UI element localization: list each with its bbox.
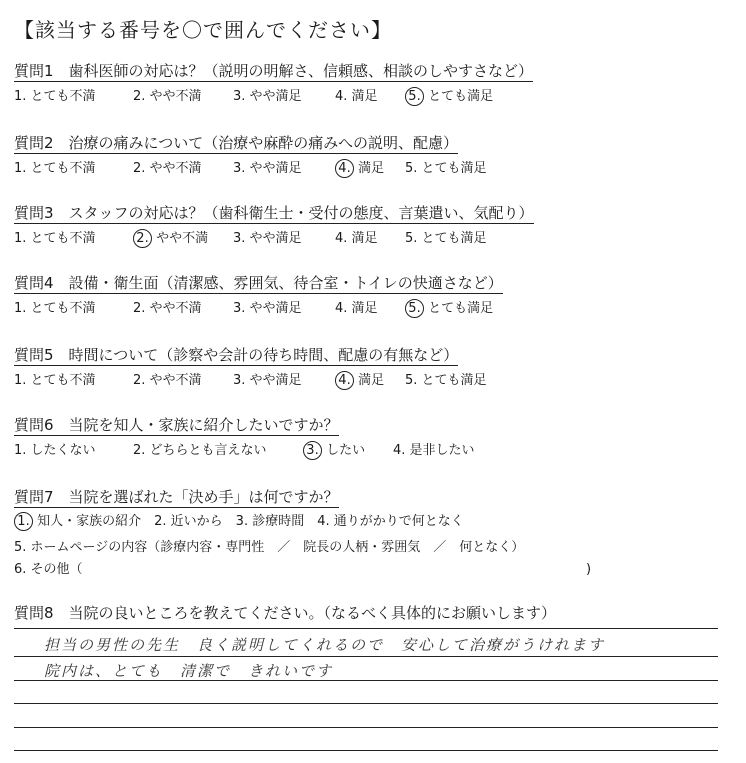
q7-block [14,488,339,506]
q2-option-2[interactable]: 2. やや不満 [133,161,202,176]
q7-title: 質問7 当院を選ばれた「決め手」は何ですか？ [14,488,339,506]
selected-circle: 5. [405,87,424,106]
q7-option-1[interactable]: 1. [14,512,33,531]
q3-title-text: 質問3 スタッフの対応は？（歯科衛生士・受付の態度、言葉遣い、気配り） [14,204,534,222]
q5-option-4[interactable]: 4. 満足 [335,373,384,390]
q3-option-1[interactable]: 1. とても不満 [14,231,96,246]
q2-title-text: 質問2 治療の痛みについて（治療や麻酔の痛みへの説明、配慮） [14,134,458,152]
q4-option-5[interactable]: 5. とても満足 [405,301,493,318]
q3-option-3[interactable]: 3. やや満足 [233,231,302,246]
q7-row1 [14,514,464,531]
q4-option-2[interactable]: 2. やや不満 [133,301,202,316]
q2-title [14,134,458,152]
q1-option-3[interactable]: 3. やや満足 [233,89,302,104]
q3-title [14,204,534,222]
form-header: 【該当する番号を〇で囲んでください】 [14,18,392,42]
q5-title-text: 質問5 時間について（診察や会計の待ち時間、配慮の有無など） [14,346,459,364]
q6-option-3[interactable]: 3. したい [303,443,365,460]
q3-option-5[interactable]: 5. とても満足 [405,231,487,246]
q4-title-text: 質問4 設備・衛生面（清潔感、雰囲気、待合室・トイレの快適さなど） [14,274,503,292]
answer-line [14,656,718,657]
q1-option-2[interactable]: 2. やや不満 [133,89,202,104]
q8-answer-line1[interactable]: 担当の男性の先生 良く説明してくれるので 安心して治療がうけれます [44,636,606,654]
q8-title: 質問8 当院の良いところを教えてください。（なるべく具体的にお願いします） [14,604,557,622]
q1-title [14,62,533,80]
selected-circle: 2. [133,229,152,248]
q5-option-1[interactable]: 1. とても不満 [14,373,96,388]
q2-option-4[interactable]: 4. 満足 [335,161,384,178]
q1-title-text: 質問1 歯科医師の対応は？（説明の明解さ、信頼感、相談のしやすさなど） [14,62,533,80]
q4-option-4[interactable]: 4. 満足 [335,301,378,316]
q6-option-1[interactable]: 1. したくない [14,443,96,458]
q1-option-5[interactable]: 5. とても満足 [405,89,493,106]
selected-circle: 4. [335,159,354,178]
q6-title-text: 質問6 当院を知人・家族に紹介したいですか？ [14,416,339,434]
answer-line [14,628,718,629]
answer-line [14,727,718,728]
answer-line [14,703,718,704]
selected-circle: 5. [405,299,424,318]
q5-option-3[interactable]: 3. やや満足 [233,373,302,388]
answer-line [14,750,718,751]
q3-option-2[interactable]: 2. やや不満 [133,231,208,248]
q2-option-3[interactable]: 3. やや満足 [233,161,302,176]
q1-option-1[interactable]: 1. とても不満 [14,89,96,104]
q5-title [14,346,458,364]
q6-option-2[interactable]: 2. どちらとも言えない [133,443,267,458]
q2-option-1[interactable]: 1. とても不満 [14,161,96,176]
q7-row1-rest: 知人・家族の紹介 2. 近いから 3. 診療時間 4. 通りがかりで何となく [37,514,464,529]
q5-option-2[interactable]: 2. やや不満 [133,373,202,388]
q6-title [14,416,339,434]
q6-option-4[interactable]: 4. 是非したい [393,443,475,458]
q2-option-5[interactable]: 5. とても満足 [405,161,487,176]
q4-title [14,274,503,292]
q5-option-5[interactable]: 5. とても満足 [405,373,487,388]
q3-option-4[interactable]: 4. 満足 [335,231,378,246]
selected-circle: 3. [303,441,322,460]
q4-option-1[interactable]: 1. とても不満 [14,301,96,316]
selected-circle: 4. [335,371,354,390]
q8-answer-line2[interactable]: 院内は、とても 清潔で きれいです [44,662,334,680]
q7-option-6-close: ) [586,562,592,577]
q7-option-5[interactable]: 5. ホームページの内容（診療内容・専門性 ／ 院長の人柄・雰囲気 ／ 何となく） [14,540,525,555]
q4-option-3[interactable]: 3. やや満足 [233,301,302,316]
q7-option-6[interactable]: 6. その他（ [14,562,83,577]
q1-option-4[interactable]: 4. 満足 [335,89,378,104]
